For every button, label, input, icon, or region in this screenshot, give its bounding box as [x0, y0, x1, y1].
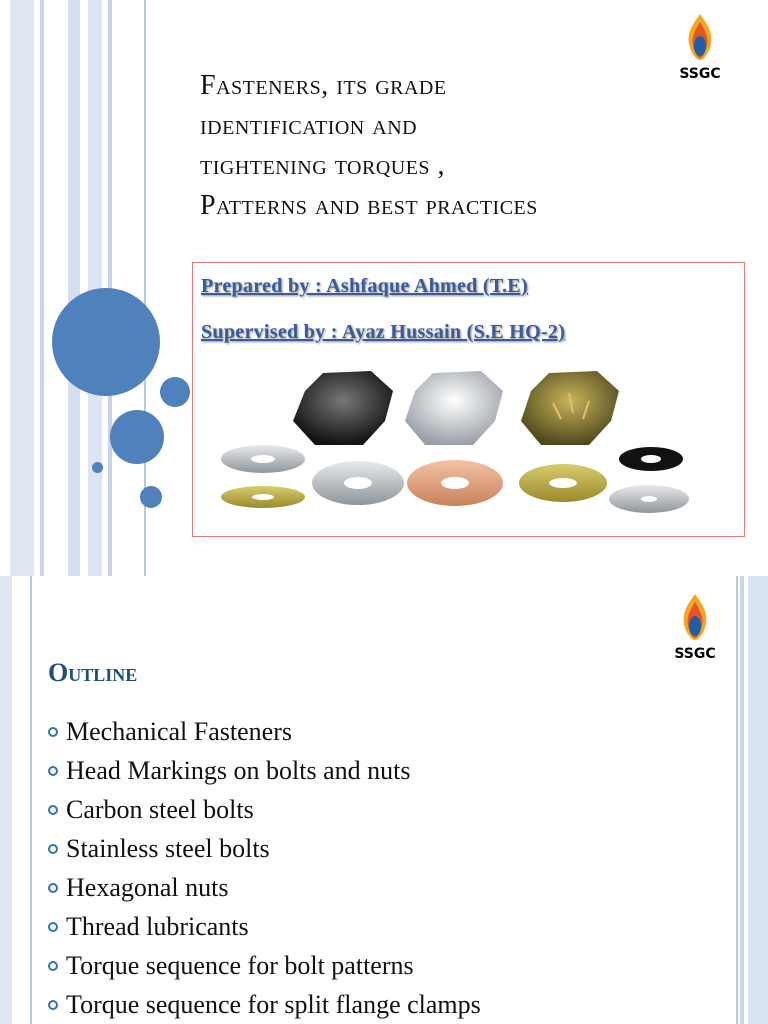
flame-icon [680, 592, 710, 642]
washer [519, 464, 607, 502]
decorative-circle [140, 486, 162, 508]
list-item [48, 751, 481, 790]
list-item-text: Thread lubricants [66, 911, 249, 941]
slide-title [200, 66, 740, 226]
washer [407, 460, 503, 506]
decorative-stripe [736, 576, 738, 1024]
washer [619, 447, 683, 471]
list-item [48, 790, 481, 829]
fasteners-image [193, 363, 744, 533]
supervised-by: Supervised by : Ayaz Hussain (S.E HQ-2) [201, 321, 566, 343]
decorative-stripe [740, 576, 744, 1024]
list-item [48, 712, 481, 751]
logo-text: SSGC [674, 646, 716, 662]
list-item-text: Mechanical Fasteners [66, 716, 292, 746]
bullet-circle-icon [48, 961, 58, 971]
list-item-text: Torque sequence for split flange clamps [66, 989, 481, 1019]
list-item [48, 985, 481, 1024]
decorative-stripe [0, 576, 12, 1024]
title-line: tightening torques , [200, 150, 446, 181]
washer [312, 461, 404, 505]
decorative-stripe [40, 0, 44, 576]
decorative-circle-large [52, 288, 160, 396]
flame-icon [685, 12, 715, 62]
bullet-circle-icon [48, 1000, 58, 1010]
list-item-text: Carbon steel bolts [66, 794, 254, 824]
bullet-circle-icon [48, 805, 58, 815]
washer [221, 486, 305, 508]
bullet-circle-icon [48, 766, 58, 776]
decorative-stripe [748, 576, 768, 1024]
list-item-text: Torque sequence for bolt patterns [66, 950, 414, 980]
ssgc-logo [670, 12, 730, 82]
title-line: Fasteners, its grade [200, 70, 447, 101]
list-item [48, 907, 481, 946]
washer [221, 445, 305, 473]
outline-heading: Outline [48, 658, 138, 687]
bullet-circle-icon [48, 883, 58, 893]
logo-text: SSGC [679, 66, 721, 82]
list-item [48, 829, 481, 868]
decorative-circle [160, 377, 190, 407]
washer [609, 485, 689, 513]
brass-hex-nut [521, 371, 619, 445]
outline-list [48, 712, 481, 1024]
list-item-text: Stainless steel bolts [66, 833, 270, 863]
list-item [48, 946, 481, 985]
bullet-circle-icon [48, 922, 58, 932]
silver-hex-nut [405, 371, 503, 445]
outline-slide [0, 576, 768, 1024]
ssgc-logo [665, 592, 725, 662]
list-item-text: Hexagonal nuts [66, 872, 229, 902]
list-item [48, 868, 481, 907]
decorative-stripe [68, 0, 80, 576]
decorative-circle [110, 410, 164, 464]
prepared-by: Prepared by : Ashfaque Ahmed (T.E) [201, 275, 528, 297]
title-line: identification and [200, 110, 418, 141]
decorative-circle [92, 462, 103, 473]
list-item-text: Head Markings on bolts and nuts [66, 755, 411, 785]
bullet-circle-icon [48, 727, 58, 737]
decorative-stripe [10, 0, 34, 576]
black-hex-nut [293, 371, 393, 445]
decorative-stripe [30, 576, 32, 1024]
credits-box [192, 262, 745, 537]
bullet-circle-icon [48, 844, 58, 854]
title-line: Patterns and best practices [200, 190, 538, 221]
